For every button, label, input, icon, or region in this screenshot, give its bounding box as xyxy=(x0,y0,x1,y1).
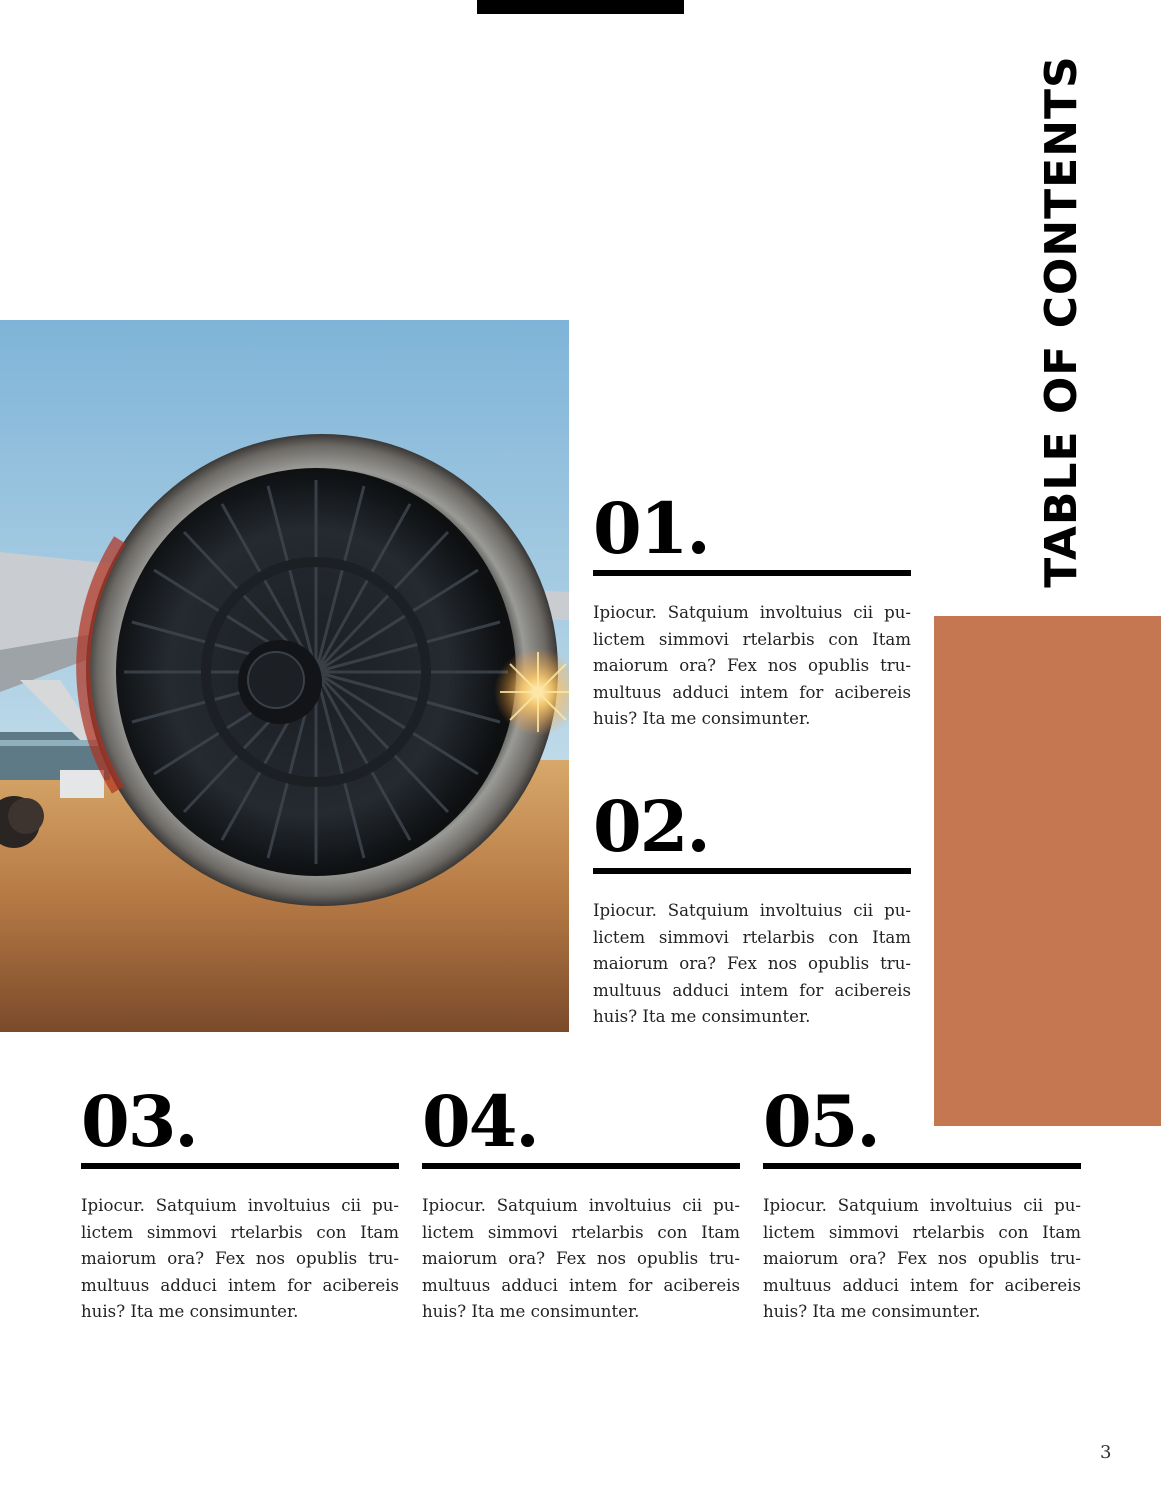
accent-block xyxy=(934,616,1161,1126)
page-number: 3 xyxy=(1100,1442,1112,1463)
section-rule xyxy=(593,868,911,874)
toc-section-01 xyxy=(593,487,911,733)
top-bar xyxy=(477,0,684,14)
jet-engine-photo xyxy=(0,320,569,1032)
toc-section-04 xyxy=(422,1080,740,1326)
toc-section-05 xyxy=(763,1080,1081,1326)
section-text: Ipiocur. Satquium involtuius cii pu-lictem simmovi rtelarbis con Itam maiorum ora? Fex nos opublis tru-multuus adduci intem for acibereis huis? Ita me consimunter. xyxy=(763,1196,1081,1321)
toc-section-02 xyxy=(593,785,911,1031)
section-text: Ipiocur. Satquium involtuius cii pu-lictem simmovi rtelarbis con Itam maiorum ora? Fex nos opublis tru-multuus adduci intem for acibereis huis? Ita me consimunter. xyxy=(422,1196,740,1321)
section-text: Ipiocur. Satquium involtuius cii pu-lictem simmovi rtelarbis con Itam maiorum ora? Fex nos opublis tru-multuus adduci intem for acibereis huis? Ita me consimunter. xyxy=(593,603,911,728)
page-title xyxy=(1035,54,1087,588)
section-number: 01. xyxy=(593,487,709,570)
section-number: 04. xyxy=(422,1080,538,1163)
section-rule xyxy=(81,1163,399,1169)
toc-section-03 xyxy=(81,1080,399,1326)
section-number: 03. xyxy=(81,1080,197,1163)
page-title-text: TABLE OF CONTENTS xyxy=(1035,54,1087,588)
section-text: Ipiocur. Satquium involtuius cii pu-lictem simmovi rtelarbis con Itam maiorum ora? Fex nos opublis tru-multuus adduci intem for acibereis huis? Ita me consimunter. xyxy=(81,1196,399,1321)
section-number: 02. xyxy=(593,785,709,868)
section-rule xyxy=(763,1163,1081,1169)
section-rule xyxy=(422,1163,740,1169)
section-rule xyxy=(593,570,911,576)
section-text: Ipiocur. Satquium involtuius cii pu-lictem simmovi rtelarbis con Itam maiorum ora? Fex nos opublis tru-multuus adduci intem for acibereis huis? Ita me consimunter. xyxy=(593,901,911,1026)
section-number: 05. xyxy=(763,1080,879,1163)
